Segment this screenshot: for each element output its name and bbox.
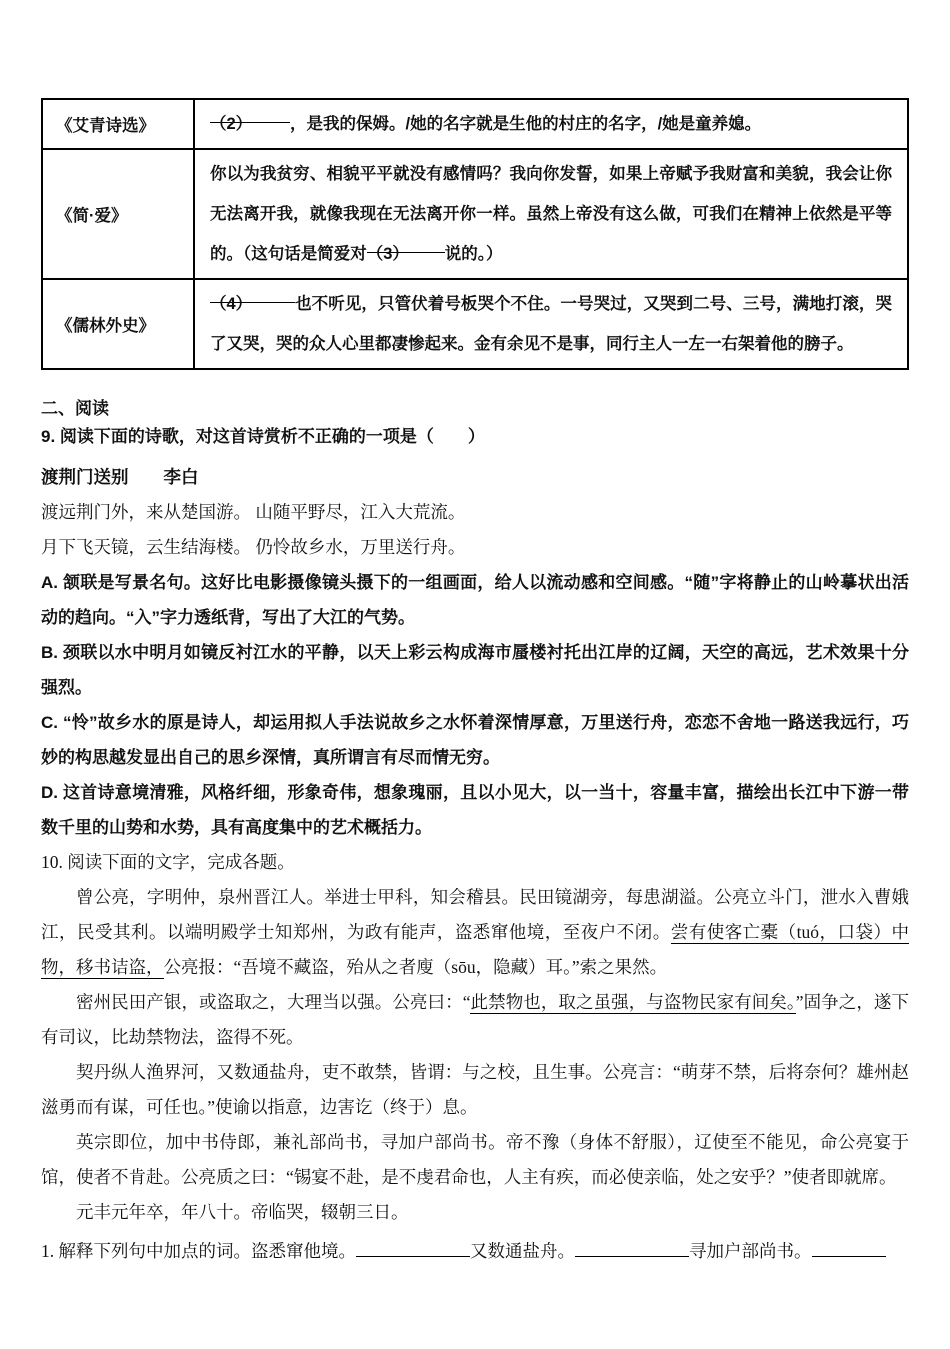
blank-line xyxy=(812,1237,886,1257)
table-row xyxy=(42,149,908,279)
underlined-text: 尝有使客亡橐（tuó，口袋）中物，移书诘盗， xyxy=(41,922,909,977)
passage-paragraph-1 xyxy=(41,880,909,985)
q10-sub1-fill-blanks xyxy=(41,1234,909,1269)
text-segment: 也不听见，只管伏着号板哭个不住。一号哭过，又哭到二号、三号，满地打滚，哭了又哭，哭的众人心里都凄惨起来。金有余见不是事，同行主人一左一右架着他的膀子。 xyxy=(210,295,892,353)
poem-line-2: 月下飞天镜，云生结海楼。 仍怜故乡水，万里送行舟。 xyxy=(41,537,466,557)
text-segment: 说的。） xyxy=(444,245,503,263)
blank-line xyxy=(356,1237,470,1257)
book-title-cell: 《艾青诗选》 xyxy=(42,99,194,149)
passage-paragraph-5 xyxy=(41,1195,909,1230)
text-segment: ”固争之，遂下有司议，比劫禁物法，盗得不死。 xyxy=(41,992,909,1047)
passage-paragraph-2 xyxy=(41,985,909,1055)
text-segment: 你以为我贫穷、相貌平平就没有感情吗？我向你发誓，如果上帝赋予我财富和美貌，我会让你无法离开我，就像我现在无法离开你一样。虽然上帝没有这么做，可我们在精神上依然是平等的。（这句话是简爱对 xyxy=(210,165,892,263)
excerpt-cell xyxy=(194,279,908,369)
blank-line: （2） xyxy=(210,104,290,123)
text-segment: 契丹纵人渔界河，又数通盐舟，吏不敢禁，皆谓：与之校，且生事。公亮言：“萌芽不禁，后将奈何？雄州赵滋勇而有谋，可任也。”使谕以指意，边害讫（终于）息。 xyxy=(41,1062,909,1117)
blank-line: （3） xyxy=(367,234,445,253)
text-segment: 寻加户部尚书。 xyxy=(689,1241,812,1261)
q9-stem: 9. 阅读下面的诗歌，对这首诗赏析不正确的一项是（ ） xyxy=(41,427,485,446)
book-title-cell: 《简·爱》 xyxy=(42,149,194,279)
text-segment: 公亮报：“吾境不藏盗，殆从之者廋（sōu，隐藏）耳。”索之果然。 xyxy=(163,957,668,977)
underlined-text: 此禁物也，取之虽强，与盗物民家有间矣。 xyxy=(470,992,796,1012)
excerpt-cell xyxy=(194,149,908,279)
q9-option-d: D. 这首诗意境清雅，风格纤细，形象奇伟，想象瑰丽，且以小见大，以一当十，容量丰富，描绘出长江中下游一带数千里的山势和水势，具有高度集中的艺术概括力。 xyxy=(41,783,909,837)
table-row xyxy=(42,99,908,149)
q9-option-a: A. 颔联是写景名句。这好比电影摄像镜头摄下的一组画面，给人以流动感和空间感。“随”字将静止的山岭摹状出活动的趋向。“入”字力透纸背，写出了大江的气势。 xyxy=(41,573,909,627)
text-segment: 又数通盐舟。 xyxy=(470,1241,575,1261)
blank-line xyxy=(575,1237,689,1257)
text-segment: 英宗即位，加中书侍郎，兼礼部尚书，寻加户部尚书。帝不豫（身体不舒服），辽使至不能见，命公亮宴于馆，使者不肯赴。公亮质之曰：“锡宴不赴，是不虔君命也，人主有疾，而必使亲临，处之安乎？”使者即就席。 xyxy=(41,1132,909,1187)
table-row xyxy=(42,279,908,369)
passage-paragraph-3 xyxy=(41,1055,909,1125)
excerpt-cell xyxy=(194,99,908,149)
text-segment: ，是我的保姆。/她的名字就是生他的村庄的名字，/她是童养媳。 xyxy=(290,115,762,133)
text-segment: 元丰元年卒，年八十。帝临哭，辍朝三日。 xyxy=(76,1202,409,1222)
poem-line-1: 渡远荆门外，来从楚国游。 山随平野尽，江入大荒流。 xyxy=(41,502,466,522)
text-segment: 密州民田产银，或盗取之，大理当以强。公亮曰：“ xyxy=(76,992,471,1012)
passage-paragraph-4 xyxy=(41,1125,909,1195)
section-heading: 二、阅读 xyxy=(41,399,109,418)
q9-option-c: C. “怜”故乡水的原是诗人，却运用拟人手法说故乡之水怀着深情厚意，万里送行舟，恋恋不舍地一路送我远行，巧妙的构思越发显出自己的思乡深情，真所谓言有尽而情无穷。 xyxy=(41,713,909,767)
text-segment: 曾公亮，字明仲，泉州晋江人。举进士甲科，知会稽县。民田镜湖旁，每患湖溢。公亮立斗门，泄水入曹娥江，民受其利。以端明殿学士知郑州，为政有能声，盗悉窜他境，至夜户不闭。 xyxy=(41,887,909,942)
q9-option-b: B. 颈联以水中明月如镜反衬江水的平静，以天上彩云构成海市蜃楼衬托出江岸的辽阔，天空的高远，艺术效果十分强烈。 xyxy=(41,643,909,697)
text-segment: 1. 解释下列句中加点的词。盗悉窜他境。 xyxy=(41,1241,356,1261)
book-title-cell: 《儒林外史》 xyxy=(42,279,194,369)
poem-title: 渡荆门送别 李白 xyxy=(41,467,199,487)
q10-stem: 10. 阅读下面的文字，完成各题。 xyxy=(41,852,295,872)
blank-line: （4） xyxy=(210,284,295,303)
famous-books-table xyxy=(41,98,909,370)
